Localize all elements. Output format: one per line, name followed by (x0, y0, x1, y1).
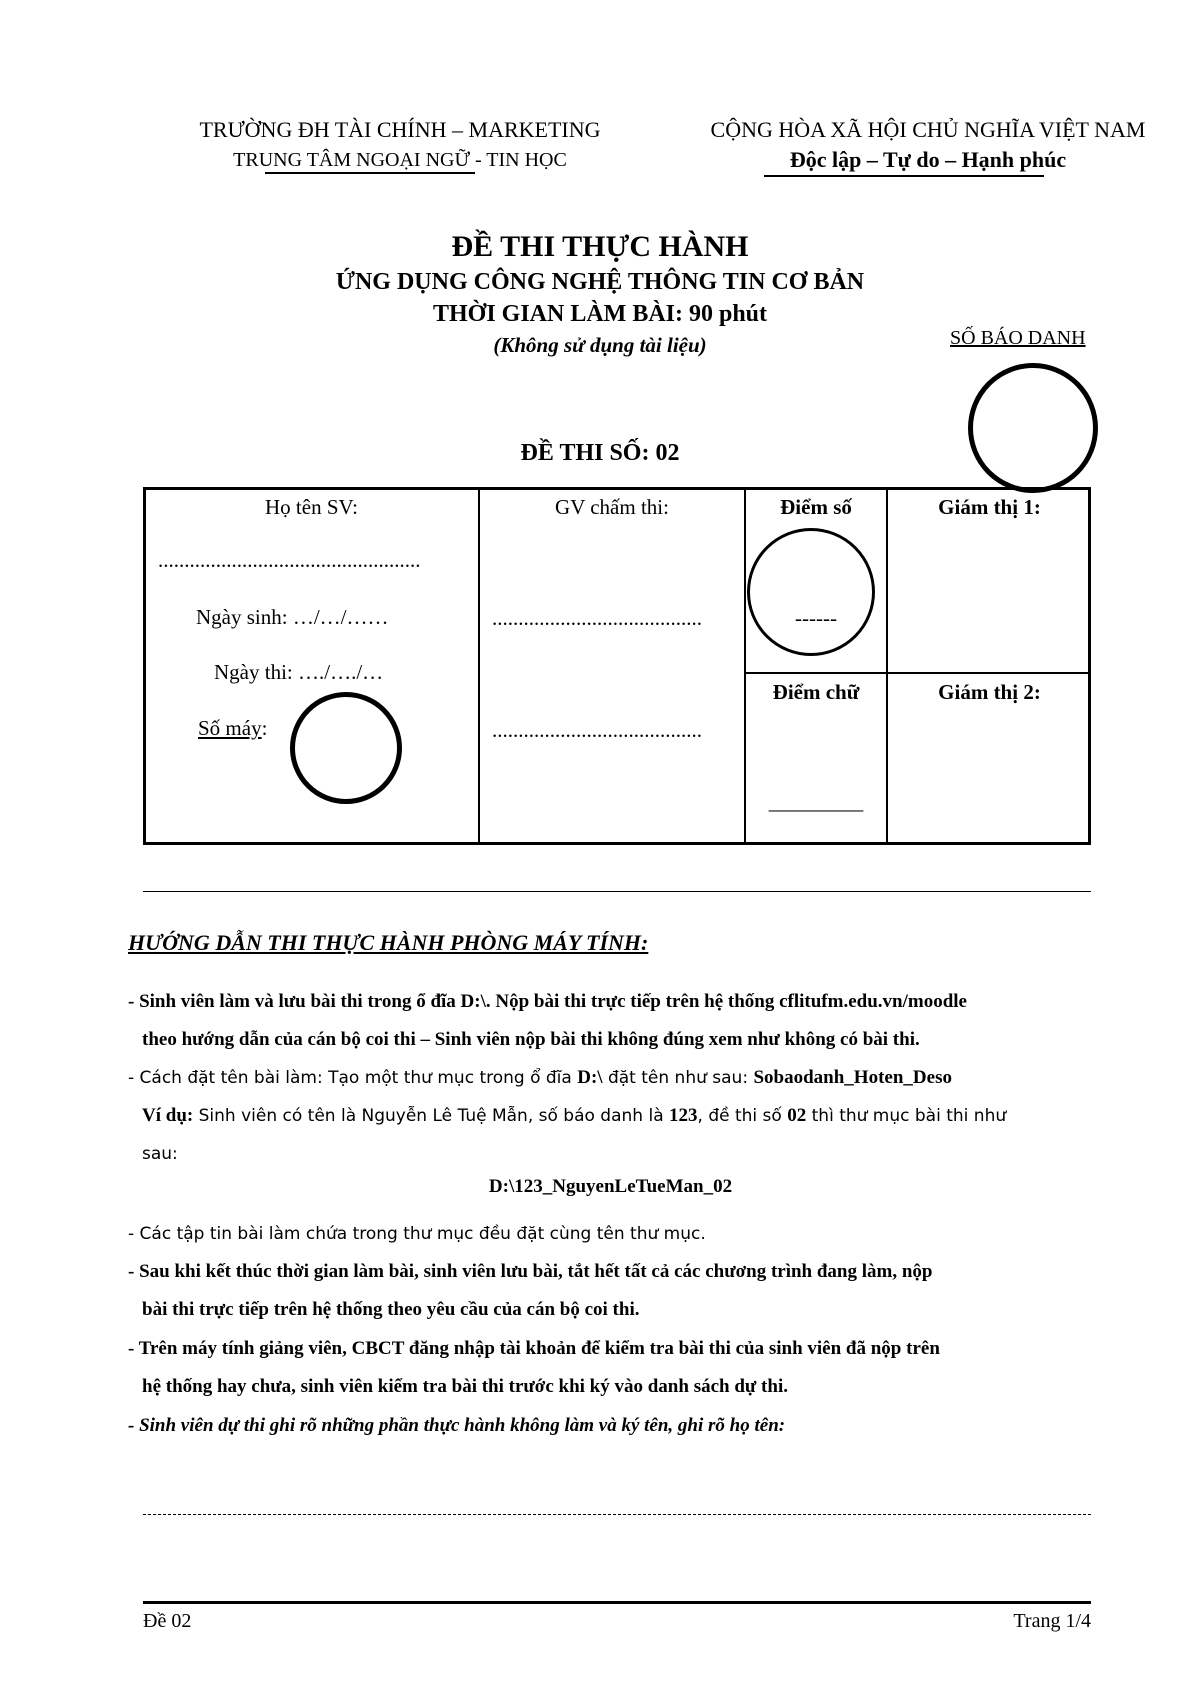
proctor-2-label: Giám thị 2: (938, 680, 1041, 704)
score-number-blank: ------ (795, 606, 837, 630)
instruction-2 (128, 1059, 1093, 1097)
example-text-3: thì thư mục bài thi như (806, 1106, 1007, 1126)
exam-subject: ỨNG DỤNG CÔNG NGHỆ THÔNG TIN CƠ BẢN (335, 269, 865, 295)
header-left-underline (265, 172, 475, 174)
candidate-number-label: SỐ BÁO DANH (950, 327, 1086, 349)
grader-label: GV chấm thi: (555, 495, 669, 519)
instruction-2-drive: D:\ (577, 1067, 603, 1088)
machine-number-circle (290, 692, 402, 804)
exam-title: ĐỀ THI THỰC HÀNH (451, 230, 749, 263)
instruction-5-line-2: bài thi trực tiếp trên hệ thống theo yêu cầu của cán bộ coi thi. (142, 1299, 640, 1320)
exam-date-label: Ngày thi: …./…./… (214, 660, 384, 684)
university-name: TRƯỜNG ĐH TÀI CHÍNH – MARKETING (199, 117, 601, 142)
grader-dots-2: ........................................ (492, 718, 702, 742)
instruction-1 (128, 983, 1093, 1059)
instruction-2-name-format: Sobaodanh_Hoten_Deso (753, 1067, 952, 1088)
instructions-title: HƯỚNG DẪN THI THỰC HÀNH PHÒNG MÁY TÍNH: (128, 930, 649, 955)
machine-label-text: Số máy (198, 716, 262, 740)
score-number-label: Điểm số (780, 495, 852, 519)
header-left (160, 115, 640, 175)
table-divider (744, 672, 1091, 674)
footer-exam-label: Đề 02 (143, 1610, 192, 1632)
example-exam-no: 02 (787, 1105, 807, 1126)
instruction-5-line-1: - Sau khi kết thúc thời gian làm bài, sinh viên lưu bài, tắt hết tất cả các chương trình đang làm, nộp (128, 1261, 933, 1282)
example-label: Ví dụ: (142, 1105, 194, 1126)
header-right (668, 115, 1188, 175)
example-sbd: 123 (669, 1105, 698, 1126)
header-right-underline (764, 175, 1044, 177)
footer-rule (143, 1601, 1091, 1604)
table-divider (478, 487, 480, 845)
exam-duration: THỜI GIAN LÀM BÀI: 90 phút (432, 301, 768, 327)
footer-page-number: Trang 1/4 (1013, 1610, 1091, 1632)
signature-dashed-line (143, 1514, 1091, 1515)
center-name: TRUNG TÂM NGOẠI NGỮ - TIN HỌC (233, 149, 567, 171)
exam-note: (Không sử dụng tài liệu) (493, 333, 707, 357)
instruction-2-prefix: - Cách đặt tên bài làm: Tạo một thư mục trong ổ đĩa (128, 1068, 578, 1088)
example-text-1: Sinh viên có tên là Nguyễn Lê Tuệ Mẫn, số báo danh là (193, 1106, 670, 1126)
machine-label-colon: : (261, 716, 268, 740)
instruction-6 (128, 1330, 1093, 1406)
grader-dots-1: ........................................ (492, 606, 702, 630)
national-motto: Độc lập – Tự do – Hạnh phúc (789, 147, 1067, 172)
instruction-5 (128, 1253, 1093, 1329)
exam-number: ĐỀ THI SỐ: 02 (520, 440, 680, 466)
example-text-2: , đề thi số (697, 1106, 788, 1126)
student-name-dots: .................................................. (158, 548, 421, 572)
instruction-4: - Các tập tin bài làm chứa trong thư mục đều đặt cùng tên thư mục. (128, 1224, 706, 1244)
instruction-1-line-1: - Sinh viên làm và lưu bài thi trong ổ đĩa D:\. Nộp bài thi trực tiếp trên hệ thống cflitufm.edu.vn/moodle (128, 991, 967, 1012)
instruction-3 (128, 1097, 1093, 1173)
example-path: D:\123_NguyenLeTueMan_02 (488, 1176, 733, 1197)
instruction-6-line-1: - Trên máy tính giảng viên, CBCT đăng nhập tài khoản để kiểm tra bài thi của sinh viên đã nộp trên (128, 1338, 940, 1359)
cut-line (143, 891, 1091, 892)
instruction-6-line-2: hệ thống hay chưa, sinh viên kiểm tra bài thi trước khi ký vào danh sách dự thi. (142, 1376, 788, 1397)
candidate-number-circle (968, 363, 1098, 493)
exam-title-block (125, 228, 1075, 360)
instruction-2-mid: đặt tên như sau: (602, 1068, 754, 1088)
instruction-1-line-2: theo hướng dẫn của cán bộ coi thi – Sinh viên nộp bài thi không đúng xem như không có bài thi. (142, 1029, 920, 1050)
national-title: CỘNG HÒA XÃ HỘI CHỦ NGHĨA VIỆT NAM (710, 117, 1146, 142)
student-name-label: Họ tên SV: (265, 495, 358, 519)
proctor-1-label: Giám thị 1: (938, 495, 1041, 519)
machine-label (198, 716, 267, 741)
example-line-2: sau: (142, 1144, 178, 1164)
dob-label: Ngày sinh: …/…/…… (196, 605, 389, 629)
score-text-blank: _________ (768, 790, 864, 814)
table-divider (886, 487, 888, 845)
instruction-7: - Sinh viên dự thi ghi rõ những phần thực hành không làm và ký tên, ghi rõ họ tên: (128, 1415, 786, 1436)
score-number-circle (747, 528, 875, 656)
score-text-label: Điểm chữ (772, 680, 860, 704)
